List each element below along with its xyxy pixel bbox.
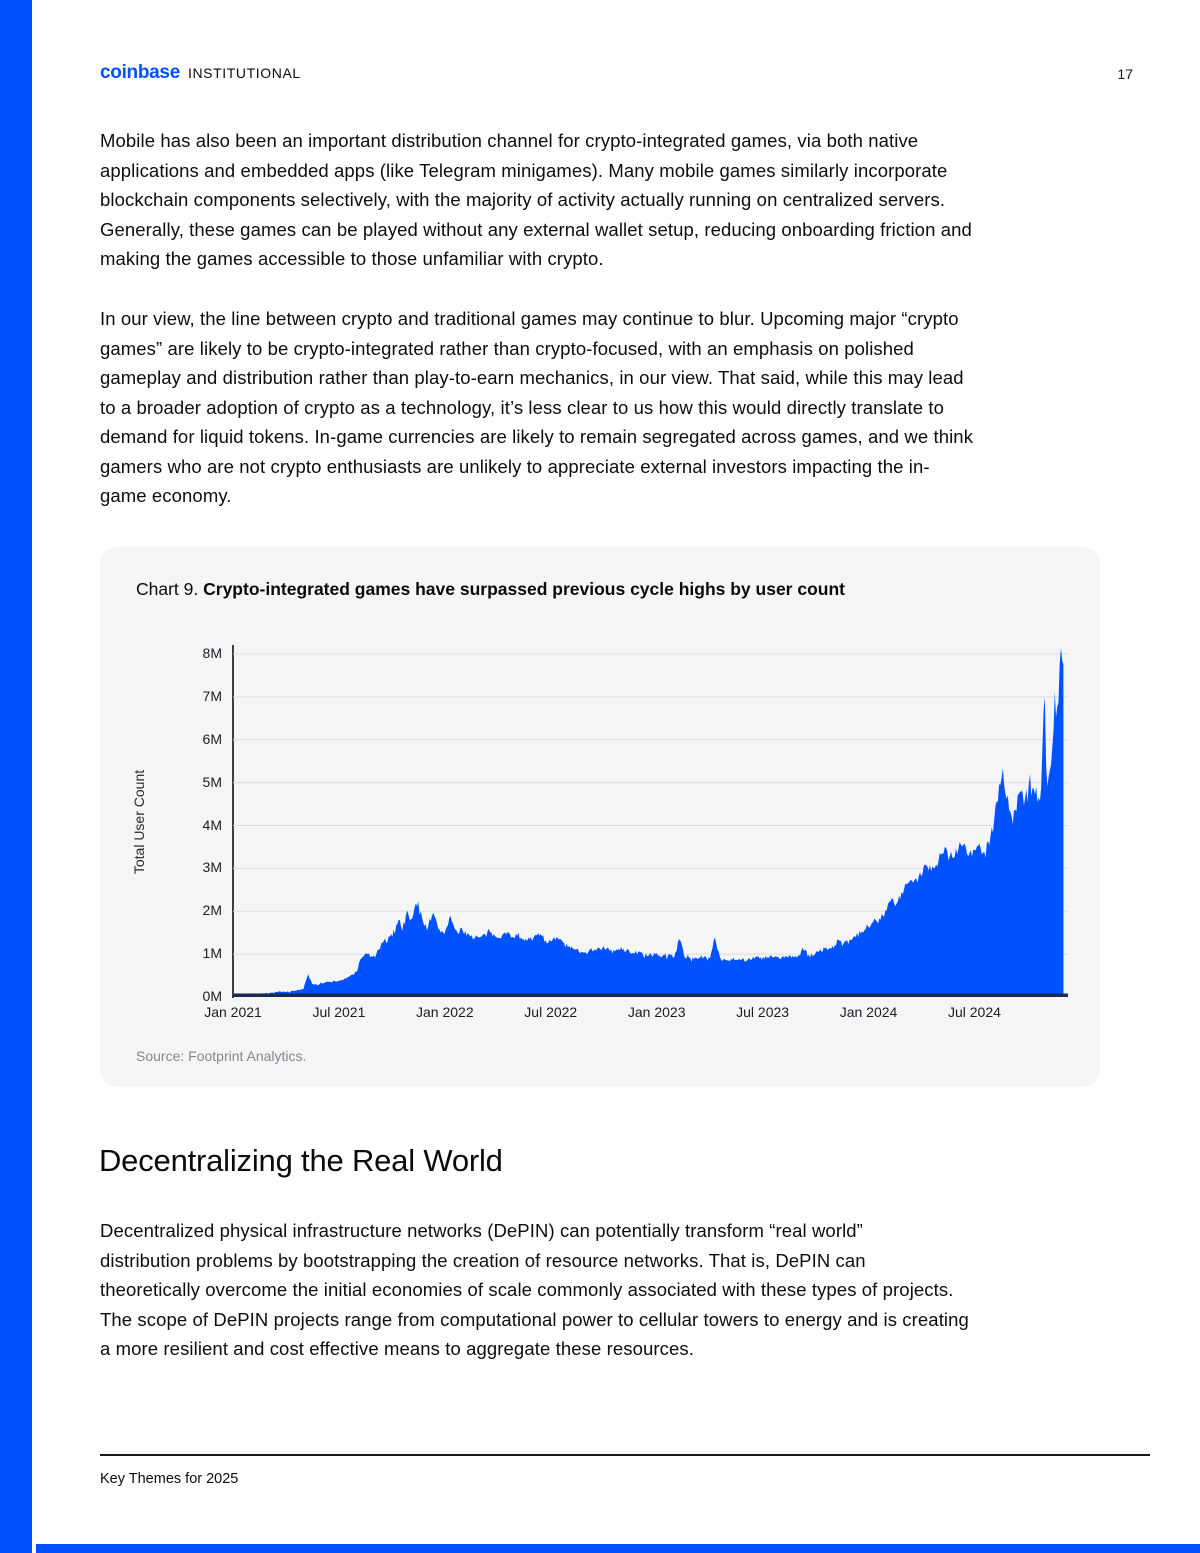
bottom-accent-bar [36,1544,1200,1553]
text-line: game economy. [100,485,232,506]
y-tick-label: 3M [202,859,222,876]
footer-divider [100,1454,1150,1456]
x-tick-label: Jan 2021 [204,1004,262,1020]
page-number: 17 [1117,66,1133,82]
text-line: Generally, these games can be played without any external wallet setup, reducing onboarding friction and [100,218,972,240]
chart-number-label: Chart 9. [136,579,204,599]
paragraph-depin [100,1216,1110,1364]
x-tick-label: Jul 2024 [947,1004,1001,1020]
y-tick-label: 1M [202,945,222,962]
brand-suffix-label: INSTITUTIONAL [187,65,301,81]
text-line: to a broader adoption of crypto as a technology, it’s less clear to us how this would directly translate to [100,396,944,418]
y-tick-label: 7M [202,687,222,704]
text-line: a more resilient and cost effective means to aggregate these resources. [100,1338,694,1359]
x-tick-label: Jul 2022 [524,1004,578,1020]
x-tick-label: Jan 2024 [839,1004,898,1020]
text-line: In our view, the line between crypto and traditional games may continue to blur. Upcoming major “crypto [100,308,959,329]
x-tick-label: Jan 2023 [627,1004,686,1020]
y-tick-label: 0M [202,988,222,1004]
y-tick-label: 2M [202,902,222,919]
page-header [100,62,301,84]
text-line: The scope of DePIN projects range from computational power to cellular towers to energy and is creating [100,1308,969,1330]
chart-title [136,579,845,600]
text-line: applications and embedded apps (like Telegram minigames). Many mobile games similarly incorporate [100,159,948,181]
y-tick-label: 4M [202,816,222,833]
text-line: gameplay and distribution rather than play-to-earn mechanics, in our view. That said, while this may lead [100,367,964,388]
paragraph-crypto-games-outlook [100,304,1110,511]
section-heading: Decentralizing the Real World [99,1143,503,1178]
paragraph-mobile-distribution [100,126,1110,274]
text-line: Decentralized physical infrastructure networks (DePIN) can potentially transform “real world” [100,1220,863,1241]
chart-title-text: Crypto-integrated games have surpassed previous cycle highs by user count [203,579,845,599]
footer-report-title: Key Themes for 2025 [100,1471,239,1487]
text-line: theoretically overcome the initial economies of scale commonly associated with these types of projects. [100,1279,954,1300]
text-line: blockchain components selectively, with the majority of activity actually running on centralized servers. [100,189,946,210]
y-tick-label: 8M [202,645,222,661]
x-tick-label: Jul 2023 [736,1004,790,1020]
coinbase-logo: coinbase [100,62,180,83]
text-line: games” are likely to be crypto-integrated rather than crypto-focused, with an emphasis on polished [100,337,914,359]
text-line: making the games accessible to those unfamiliar with crypto. [100,248,604,269]
text-line: distribution problems by bootstrapping the creation of resource networks. That is, DePIN can [100,1249,866,1271]
text-line: gamers who are not crypto enthusiasts are unlikely to appreciate external investors impacting the in- [100,455,930,477]
x-tick-label: Jul 2021 [312,1004,366,1020]
y-tick-label: 6M [202,730,222,747]
chart-source-note: Source: Footprint Analytics. [136,1048,307,1064]
y-tick-label: 5M [202,773,222,790]
chart-card [100,547,1100,1087]
left-accent-stripe [0,0,32,1553]
x-tick-label: Jan 2022 [416,1004,474,1020]
y-axis-title: Total User Count [131,769,147,875]
text-line: demand for liquid tokens. In-game currencies are likely to remain segregated across games, and we think [100,426,974,447]
text-line: Mobile has also been an important distribution channel for crypto-integrated games, via both native [100,130,919,151]
